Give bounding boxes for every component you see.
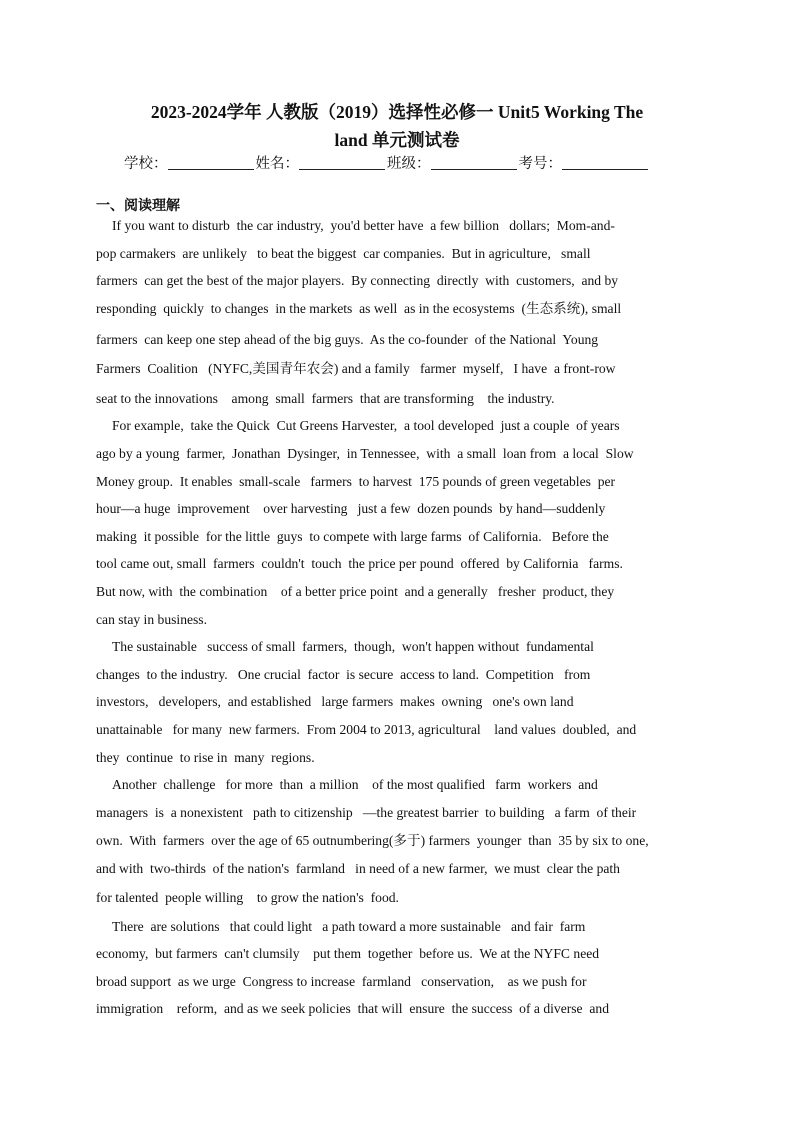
text-line: seat to the innovations among small farmers that are transforming the industry. (96, 391, 555, 406)
text-line: tool came out, small farmers couldn't touch the price per pound offered by California farms. (96, 556, 623, 571)
text-line: managers is a nonexistent path to citizenship —the greatest barrier to building a farm of their (96, 805, 637, 820)
student-info-row (124, 152, 684, 173)
paragraph-2 (96, 416, 700, 626)
text-line: If you want to disturb the car industry, you'd better have a few billion dollars; Mom-and- (112, 218, 615, 233)
text-line: Money group. It enables small-scale farmers to harvest 175 pounds of green vegetables per (96, 474, 616, 489)
school-field[interactable] (168, 155, 254, 170)
text-line: immigration reform, and as we seek policies that will ensure the success of a diverse and (96, 1001, 610, 1016)
text-line: ago by a young farmer, Jonathan Dysinger, in Tennessee, with a small loan from a local Slow (96, 446, 634, 461)
text-line: pop carmakers are unlikely to beat the biggest car companies. But in agriculture, small (96, 246, 591, 261)
title-line-2: land 单元测试卷 (334, 130, 460, 150)
text-line: The sustainable success of small farmers, though, won't happen without fundamental (112, 639, 594, 654)
text-line: farmers can keep one step ahead of the big guys. As the co-founder of the National Young (96, 332, 599, 347)
text-line: they continue to rise in many regions. (96, 750, 315, 765)
text-line: farmers can get the best of the major players. By connecting directly with customers, and by (96, 273, 619, 288)
paragraph-5 (96, 917, 700, 1021)
text-line: can stay in business. (96, 612, 208, 627)
title-line-1: 2023-2024学年 人教版（2019）选择性必修一 Unit5 Working The (150, 102, 644, 122)
text-line: changes to the industry. One crucial factor is secure access to land. Competition from (96, 667, 591, 682)
number-field[interactable] (562, 155, 648, 170)
class-field[interactable] (431, 155, 517, 170)
document-title (96, 98, 698, 154)
text-line: unattainable for many new farmers. From 2004 to 2013, agricultural land values doubled, and (96, 722, 637, 737)
text-line: Farmers Coalition (NYFC,美国青年农会) and a family farmer myself, I have a front-row (96, 361, 616, 376)
text-line: for talented people willing to grow the nation's food. (96, 890, 399, 905)
paragraph-3 (96, 637, 700, 767)
school-label: 学校： (124, 156, 168, 172)
text-line: investors, developers, and established large farmers makes owning one's own land (96, 694, 574, 709)
paragraph-4 (96, 775, 700, 905)
text-line: and with two-thirds of the nation's farmland in need of a new farmer, we must clear the path (96, 861, 620, 876)
number-label: 考号： (518, 156, 562, 172)
text-line: hour—a huge improvement over harvesting just a few dozen pounds by hand—suddenly (96, 501, 606, 516)
text-line: broad support as we urge Congress to increase farmland conservation, as we push for (96, 974, 587, 989)
text-line: responding quickly to changes in the markets as well as in the ecosystems (生态系统), small (96, 301, 622, 316)
name-label: 姓名： (255, 156, 299, 172)
name-field[interactable] (299, 155, 385, 170)
text-line: There are solutions that could light a path toward a more sustainable and fair farm (112, 919, 586, 934)
text-line: economy, but farmers can't clumsily put them together before us. We at the NYFC need (96, 946, 600, 961)
section-heading: 一、阅读理解 (96, 198, 180, 214)
text-line: But now, with the combination of a better price point and a generally fresher product, they (96, 584, 615, 599)
class-label: 班级： (387, 156, 431, 172)
text-line: For example, take the Quick Cut Greens Harvester, a tool developed just a couple of years (112, 418, 620, 433)
text-line: own. With farmers over the age of 65 outnumbering(多于) farmers younger than 35 by six to one, (96, 833, 649, 848)
text-line: making it possible for the little guys to compete with large farms of California. Before the (96, 529, 609, 544)
paragraph-1 (96, 216, 700, 406)
text-line: Another challenge for more than a million of the most qualified farm workers and (112, 777, 598, 792)
